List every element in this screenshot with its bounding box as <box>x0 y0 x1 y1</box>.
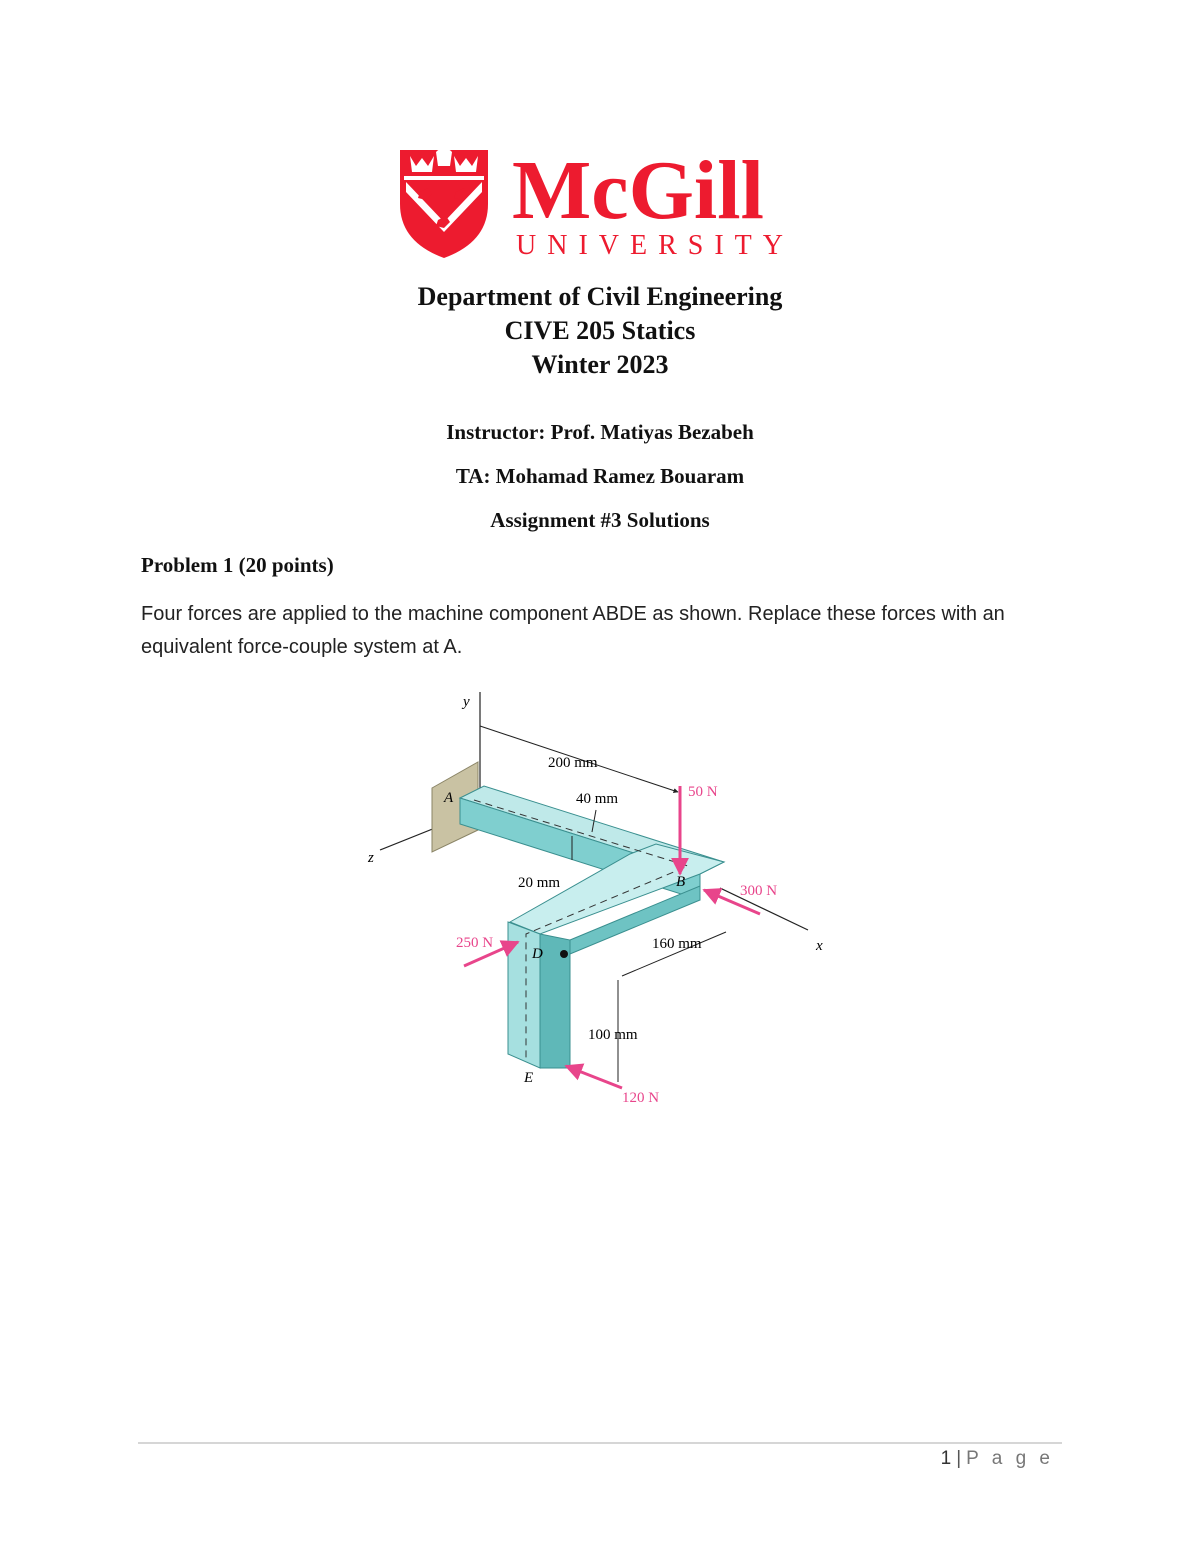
force-300-label: 300 N <box>740 883 778 899</box>
assignment-title: Assignment #3 Solutions <box>490 508 710 532</box>
page-word: P a g e <box>966 1448 1054 1469</box>
z-axis-label: z <box>368 850 374 866</box>
point-e-label: E <box>524 1070 534 1086</box>
term-title: Winter 2023 <box>531 350 669 379</box>
force-50-label: 50 N <box>688 784 718 800</box>
instructor-line: Instructor: Prof. Matiyas Bezabeh <box>446 420 754 444</box>
point-a-label: A <box>444 790 454 806</box>
point-b-label: B <box>676 874 686 890</box>
dim-20-label: 20 mm <box>518 875 561 891</box>
problem-statement: Four forces are applied to the machine component ABDE as shown. Replace these forces with an equivalent force-couple system at A. <box>141 603 1005 658</box>
course-title: CIVE 205 Statics <box>504 316 696 345</box>
footer-divider <box>138 1442 1062 1444</box>
problem-heading: Problem 1 (20 points) <box>141 553 334 577</box>
mcgill-logo <box>396 142 808 260</box>
logo-subtitle: UNIVERSITY <box>516 230 794 260</box>
point-d-dot <box>560 950 568 958</box>
y-axis-label: y <box>463 694 470 710</box>
dim-40-label: 40 mm <box>576 791 619 807</box>
ta-line: TA: Mohamad Ramez Bouaram <box>455 464 745 488</box>
point-d-label: D <box>532 946 543 962</box>
department-title: Department of Civil Engineering <box>417 282 783 311</box>
force-120-arrow <box>566 1066 622 1088</box>
force-120-label: 120 N <box>622 1090 660 1106</box>
x-axis-label: x <box>816 938 823 954</box>
dim-160-label: 160 mm <box>652 936 702 952</box>
crest-icon <box>400 148 488 258</box>
dim-100-label: 100 mm <box>588 1027 638 1043</box>
force-250-label: 250 N <box>456 935 494 951</box>
page-footer <box>941 1448 1054 1470</box>
page-number: 1 <box>940 1448 953 1469</box>
machine-component-figure <box>360 690 840 1110</box>
dim-200-label: 200 mm <box>548 755 598 771</box>
footer-separator: | <box>956 1448 963 1469</box>
logo-wordmark: McGill <box>512 144 764 237</box>
